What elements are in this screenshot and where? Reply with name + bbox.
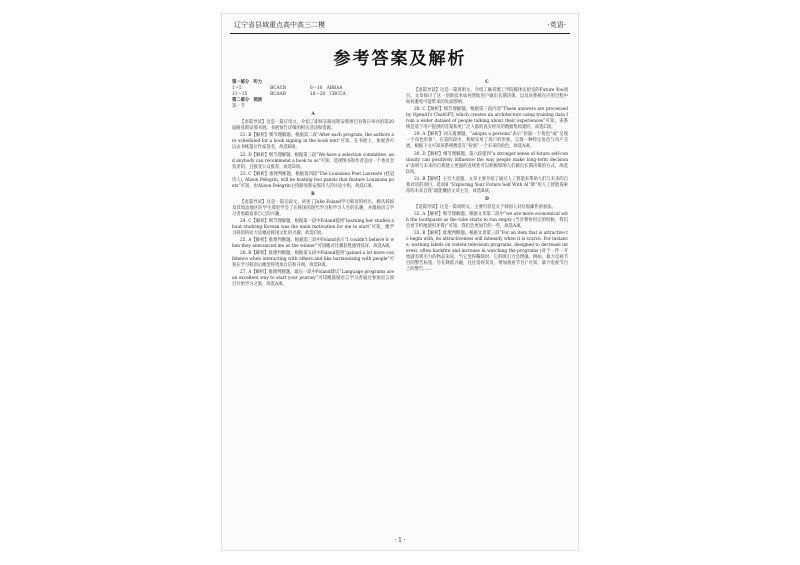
paragraph: 32. A【解析】细节理解题。根据文章第二段中“we are more economical with the toothpaste as the tube starts to run empty (当牙膏快用完的时候，我们会更节约地使用牙膏)”可知，我们会更加节约一些，故选A项。 xyxy=(406,211,568,230)
paragraph: 【语篇导读】这是一篇应用文。介绍了即将在路易斯安那州巴吞鲁日举办的第20届路易斯安那书展。书展预告详细的相关活动和资源。 xyxy=(232,120,394,132)
paragraph: 33. B【解析】推理判断题。根据文章第三段“For an item that is attractive to begin with, its attractiveness will intensify when it is scarce. For instance, warning labels on violent television programs, designed to decrease interest, often backfire and increase in watching the programs (对于一件一开始就有吸引力的物品来说，当它变得稀缺时，它的吸引力会增强。例如，暴力电视节目的警告标签，旨在降低兴趣，往往适得其反，增加观看节目)”可知，暴力电视节目上的警告…… xyxy=(406,231,568,273)
document-page xyxy=(222,14,578,550)
answer-table xyxy=(232,86,394,98)
passage-a-heading: A xyxy=(311,112,315,118)
passage-c-heading: C xyxy=(485,80,489,85)
paragraph: 【语篇导读】这是一篇记叙文。讲述了Julie Foland学习韩语的经历，她从韩国及其周边地区的学生那里学会了在韩国的现代学习和学习人生的乐趣，并激励语言学习者勇敢追求自己的兴趣。 xyxy=(232,199,394,217)
answer-range: 1～5 xyxy=(232,86,242,92)
left-column xyxy=(232,80,394,290)
page-number: · 1 · xyxy=(394,537,406,544)
paragraph: 25. A【解析】推理判断题。根据第三段中Foland表示“I couldn't believe it when they announced me as the winner”可知她对比赛获胜感到惊讶，故选A项。 xyxy=(232,238,394,250)
part1-title: 第一部分 听力 xyxy=(232,80,263,85)
paragraph: 21. B【解析】细节理解题。根据第二段“After each program, the authors are scheduled for a book signing in the book tent”可知，在书展上，参观者可以去书帐篷让作家签名，故选B项。 xyxy=(232,133,394,151)
header-left: 辽宁省县域重点高中高三二模 xyxy=(234,21,325,29)
paragraph: 27. A【解析】推理判断题。最后一段中Foland建议“Language programs are an excellent way to start your journey”可知她鼓励语言学习者通过参加语言项目开始学习之旅，故选A项。 xyxy=(232,270,394,288)
section-1-title: 第一节 xyxy=(232,104,245,110)
passage-d-heading: D xyxy=(485,196,489,202)
paragraph: 24. C【解析】细节理解题。根据第一段中Foland提到“learning her studies about studying Korean was the main motivation for me to start”可知，她学习韩语的动力是她对韩国文化的兴趣，故选C项。 xyxy=(232,218,394,237)
paragraph: 29. A【解析】词义猜测题。“adopts a persona”表示“扮演一个角色”或“呈现一个角色形象”。在第四段中，系统采用了用户的形象，呈现一种特定角色与用户交流，根据下文可知该系统像是在“扮演”一个未来的角色，故选A项。 xyxy=(406,132,568,150)
page-header xyxy=(234,18,566,30)
paragraph: 31. B【解析】主旨大意题。文章主要介绍了通过人工智能来帮助人们与未来的自我对话的项目，选项B “Exploring Your Future Self With AI”即“用人工智能探索你的未来自我”最能概括文章主旨，故选B项。 xyxy=(406,176,568,194)
part2-title: 第二部分 阅读 xyxy=(232,98,263,104)
header-right: ·英语· xyxy=(547,21,566,29)
answer-keys: BCAAB xyxy=(270,92,286,98)
paragraph: 【语篇导读】这是一篇说明文。主要内容是关于韩国人对垃圾邮件的看法。 xyxy=(414,204,556,210)
document-title: 参考答案及解析 xyxy=(333,49,467,69)
paragraph: 22. D【解析】细节理解题。根据第三段“We have a selection committee, and anybody can recommend a book to us”可知，选择图书和作者是由一个委员会负责的，且接受公众推荐，故选D项。 xyxy=(232,152,394,170)
paragraph: 26. B【解析】推理判断题。根据第五段中Foland提到“gained a lot more confidence when interacting with others and like harmonizing with people”可知在学习韩语后她变得更加自信和开朗，故选B项。 xyxy=(232,251,394,269)
answer-range: 11～15 xyxy=(232,92,248,98)
answer-keys: 6～10 ABBAA xyxy=(310,86,343,92)
paragraph: 【语篇导读】这是一篇说明文。介绍了麻省理工学院媒体实验室的Future You项目。文章探讨了这一创新技术如何帮助用户做出长期决策，以及该系统在应用过程中如何避免可能带来的负面影响。 xyxy=(406,88,568,106)
right-column xyxy=(406,80,568,274)
answer-keys: 16～20 CBCCA xyxy=(310,92,346,98)
passage-b-heading: B xyxy=(311,191,315,197)
paragraph: 23. C【解析】推理判断题。根据第四段“The Louisiana Poet Laureate (桂冠诗人), Alison Pelegrin, will be hosting two panels that feature Louisiana poets”可知，由Alison Pelegrin主持路易斯安那诗人的讨论小组，故选C项。 xyxy=(232,171,394,189)
paragraph: 30. D【解析】细节理解题。第六段提到“a stronger sense of future self-continuity can positively influence the way people make long-term decisions”表明与未来的自我建立更强的连续性可以积极影响人们做出长期决策的方式，故选D项。 xyxy=(406,151,568,175)
header-rule xyxy=(230,33,570,34)
answer-keys: BCACB xyxy=(270,86,287,92)
paragraph: 28. C【解析】细节理解题。根据第三段内容“These answers are processed by OpenAI's ChatGPT, which creates an architecture using training data from a wider dataset of people talking about their experiences”可知，该系统是基于用户提供的答案和更广泛人群的真实经历的数据集构建的，故选C项。 xyxy=(406,107,568,131)
